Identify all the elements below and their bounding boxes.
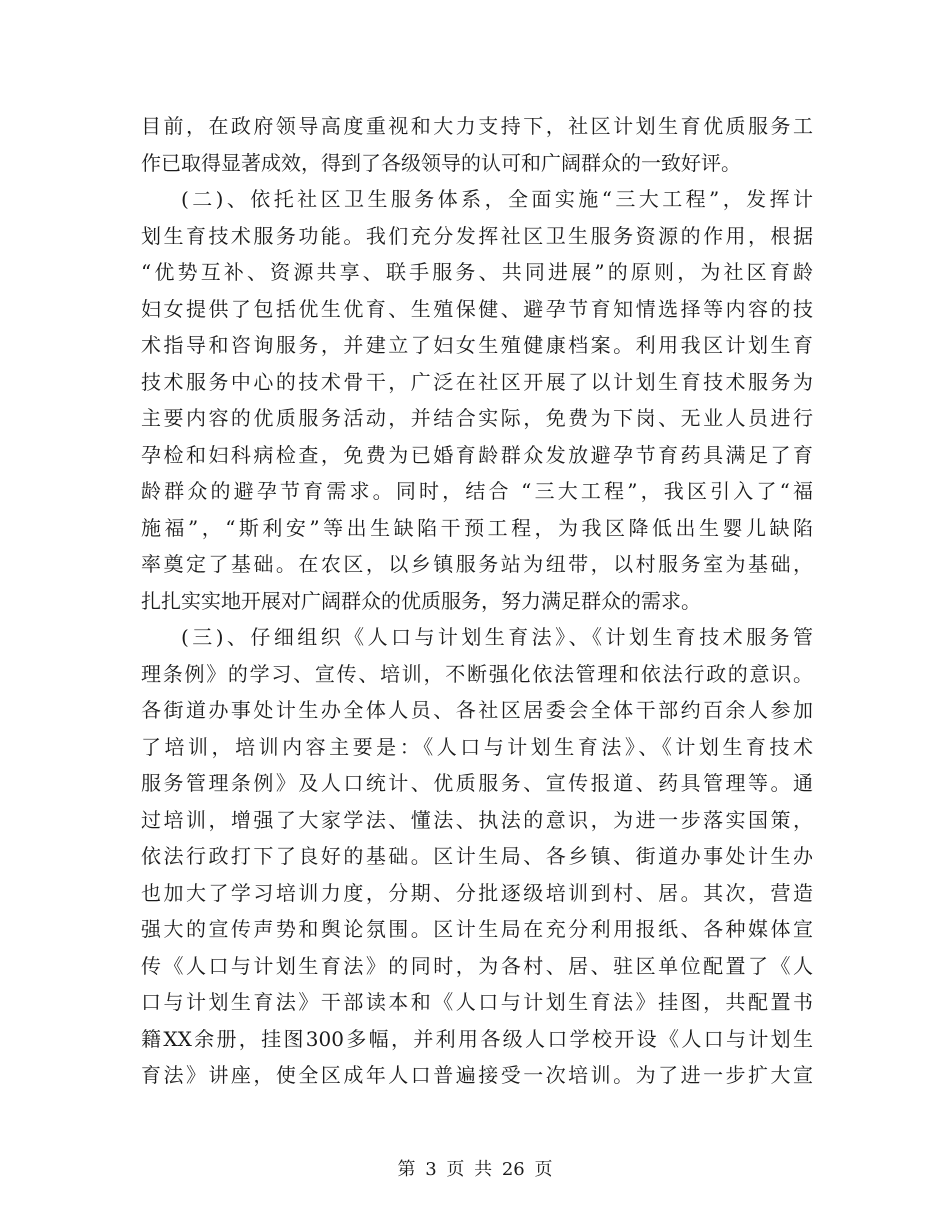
text-line: 口与计划生育法》干部读本和《人口与计划生育法》挂图，共配置书: [141, 990, 813, 1014]
text-line: 籍XX余册，挂图300多幅，并利用各级人口学校开设《人口与计划生: [141, 1026, 813, 1051]
text-line: 传《人口与计划生育法》的同时，为各村、居、驻区单位配置了《人: [141, 953, 813, 978]
text-line: 目前，在政府领导高度重视和大力支持下，社区计划生育优质服务工: [141, 114, 813, 138]
section-heading-line: (二)、依托社区卫生服务体系，全面实施“三大工程”，发挥计: [181, 187, 813, 211]
text-line: 作已取得显著成效，得到了各级领导的认可和广阔群众的一致好评。: [141, 150, 741, 175]
text-line: 主要内容的优质服务活动，并结合实际，免费为下岗、无业人员进行: [141, 406, 813, 430]
text-line: 过培训，增强了大家学法、懂法、执法的意识，为进一步落实国策，: [141, 807, 813, 832]
text-line: 技术服务中心的技术骨干，广泛在社区开展了以计划生育技术服务为: [141, 369, 813, 394]
text-line: 各街道办事处计生办全体人员、各社区居委会全体干部约百余人参加: [141, 698, 813, 722]
text-line: 也加大了学习培训力度，分期、分批逐级培训到村、居。其次，营造: [141, 880, 813, 905]
text-line: 妇女提供了包括优生优育、生殖保健、避孕节育知情选择等内容的技: [141, 296, 813, 321]
text-line: 服务管理条例》及人口统计、优质服务、宣传报道、药具管理等。通: [141, 771, 813, 795]
text-line: 率奠定了基础。在农区，以乡镇服务站为纽带，以村服务室为基础，: [141, 552, 813, 576]
text-line: 施福”，“斯利安”等出生缺陷干预工程，为我区降低出生婴儿缺陷: [141, 515, 813, 540]
text-line: 育法》讲座，使全区成年人口普遍接受一次培训。为了进一步扩大宣: [141, 1063, 813, 1087]
document-body: [141, 108, 813, 1094]
page-number-footer: 第 3 页 共 26 页: [397, 1159, 553, 1180]
text-line: 孕检和妇科病检查，免费为已婚育龄群众发放避孕节育药具满足了育: [141, 442, 813, 467]
text-line: 强大的宣传声势和舆论氛围。区计生局在充分利用报纸、各种媒体宣: [141, 917, 813, 941]
text-line: 依法行政打下了良好的基础。区计生局、各乡镇、街道办事处计生办: [141, 844, 813, 868]
text-line: 了培训，培训内容主要是：《人口与计划生育法》、《计划生育技术: [141, 734, 813, 759]
text-line: 划生育技术服务功能。我们充分发挥社区卫生服务资源的作用，根据: [141, 223, 813, 248]
text-line: 术指导和咨询服务，并建立了妇女生殖健康档案。利用我区计划生育: [141, 333, 813, 357]
text-line: 扎扎实实地开展对广阔群众的优质服务，努力满足群众的需求。: [141, 588, 701, 613]
text-line: “优势互补、资源共享、联手服务、共同进展”的原则，为社区育龄: [141, 260, 813, 284]
section-heading-line: (三)、仔细组织《人口与计划生育法》、《计划生育技术服务管: [181, 625, 813, 649]
text-line: 龄群众的避孕节育需求。同时，结合 “三大工程”，我区引入了“福: [141, 479, 813, 503]
text-line: 理条例》的学习、宣传、培训，不断强化依法管理和依法行政的意识。: [141, 661, 813, 686]
